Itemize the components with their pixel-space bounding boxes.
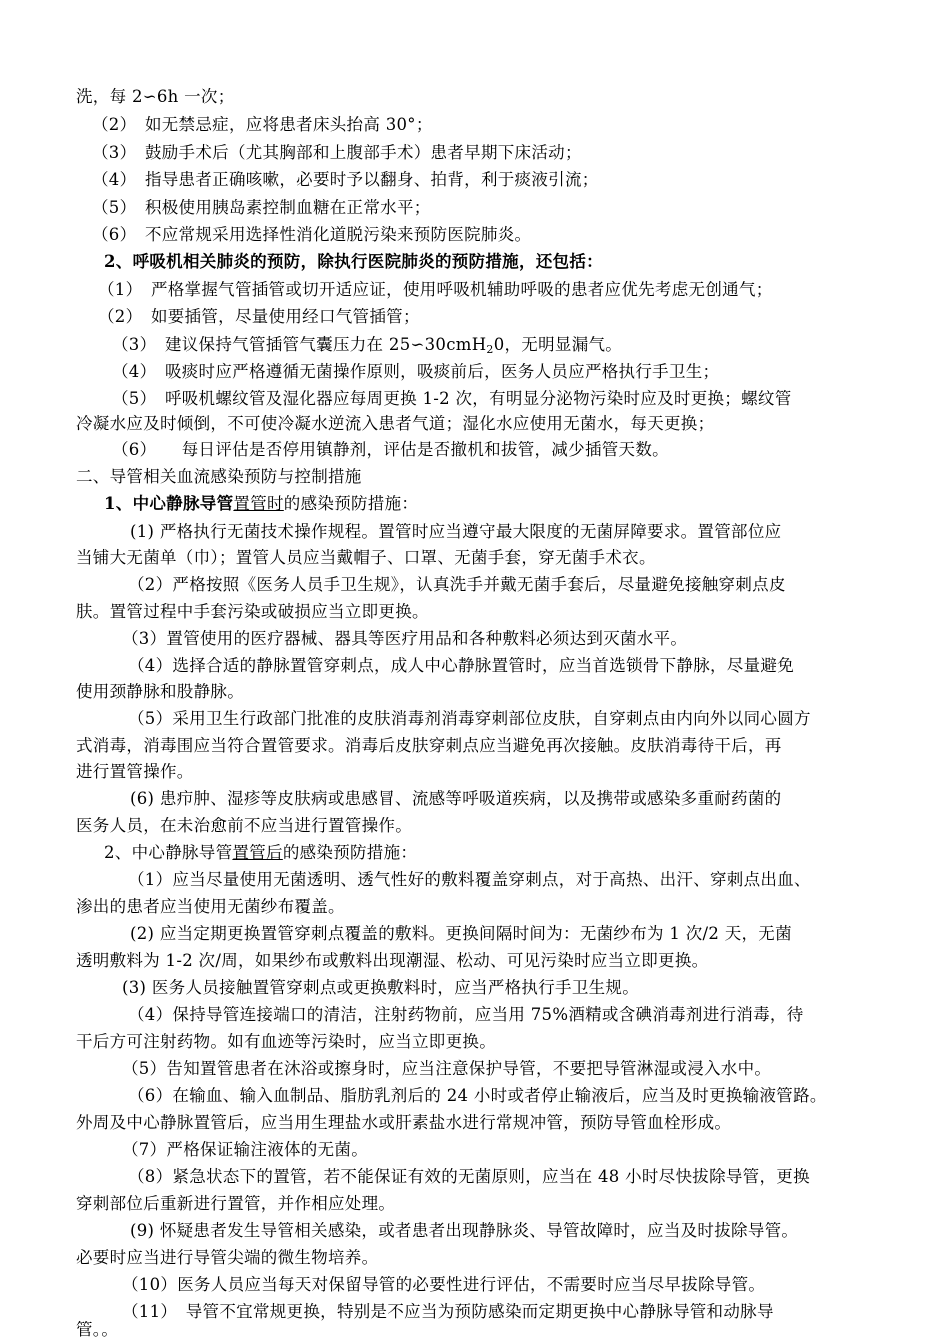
text-line: （7）严格保证输注液体的无菌。 [122, 1140, 368, 1159]
text-line: （1）应当尽量使用无菌透明、透气性好的敷料覆盖穿刺点，对于高热、出汗、穿刺点出血、 [128, 870, 811, 889]
text-line: （5）采用卫生行政部门批准的皮肤消毒剂消毒穿刺部位皮肤，自穿刺点由内向外以同心圆方 [128, 709, 811, 728]
text-line: 透明敷料为 1-2 次/周，如果纱布或敷料出现潮湿、松动、可见污染时应当立即更换。 [76, 951, 709, 970]
text-line: （4）保持导管连接端口的清洁，注射药物前，应当用 75%酒精或含碘消毒剂进行消毒，待 [128, 1005, 804, 1024]
text-line: （3） 建议保持气管插管气囊压力在 25∽30cmH$_2$0，无明显漏气。 [112, 335, 623, 356]
text-line: （4）选择合适的静脉置管穿刺点，成人中心静脉置管时，应当首选锁骨下静脉，尽量避免 [128, 656, 794, 675]
text-line: 医务人员，在未治愈前不应当进行置管操作。 [76, 816, 412, 835]
text-line: （2） 如要插管，尽量使用经口气管插管； [98, 307, 420, 326]
subsection-heading: 2、中心静脉导管置管后的感染预防措施： [104, 843, 418, 862]
text-line: 进行置管操作。 [76, 762, 194, 781]
text-line: 穿刺部位后重新进行置管，并作相应处理。 [76, 1194, 396, 1213]
text-line: 外周及中心静脉置管后，应当用生理盐水或肝素盐水进行常规冲管，预防导管血栓形成。 [76, 1113, 732, 1132]
text-line: 冷凝水应及时倾倒，不可使冷凝水逆流入患者气道；湿化水应使用无菌水，每天更换； [76, 414, 715, 433]
text-line: 式消毒，消毒围应当符合置管要求。消毒后皮肤穿刺点应当避免再次接触。皮肤消毒待干后，再 [76, 736, 782, 755]
text-line: 渗出的患者应当使用无菌纱布覆盖。 [76, 897, 345, 916]
text-line: （6） 不应常规采用选择性消化道脱污染来预防医院肺炎。 [92, 225, 532, 244]
text-line: （10）医务人员应当每天对保留导管的必要性进行评估，不需要时应当尽早拔除导管。 [122, 1275, 766, 1294]
text-line: 当铺大无菌单（巾）；置管人员应当戴帽子、口罩、无菌手套，穿无菌手术衣。 [76, 548, 656, 567]
text-line: 洗，每 2∽6h 一次； [76, 87, 235, 106]
text-line: 干后方可注射药物。如有血迹等污染时，应当立即更换。 [76, 1032, 496, 1051]
text-line: （8）紧急状态下的置管，若不能保证有效的无菌原则，应当在 48 小时尽快拔除导管，更换 [128, 1167, 810, 1186]
text-line: (1) 严格执行无菌技术操作规程。置管时应当遵守最大限度的无菌屏障要求。置管部位应 [130, 522, 782, 541]
text-line: （4） 指导患者正确咳嗽，必要时予以翻身、拍背，利于痰液引流； [92, 170, 599, 189]
text-line: （1） 严格掌握气管插管或切开适应证，使用呼吸机辅助呼吸的患者应优先考虑无创通气； [98, 280, 773, 299]
text-line: 使用颈静脉和股静脉。 [76, 682, 244, 701]
text-line: （2）严格按照《医务人员手卫生规》，认真洗手并戴无菌手套后，尽量避免接触穿刺点皮 [128, 575, 786, 594]
text-line: （4） 吸痰时应严格遵循无菌操作原则，吸痰前后，医务人员应严格执行手卫生； [112, 362, 720, 381]
text-line: （3）置管使用的医疗器械、器具等医疗用品和各种敷料必须达到灭菌水平。 [122, 629, 688, 648]
text-line: 管。。 [76, 1320, 119, 1339]
text-line: （5） 积极使用胰岛素控制血糖在正常水平； [92, 198, 431, 217]
text-line: （5）告知置管患者在沐浴或擦身时，应当注意保护导管，不要把导管淋湿或浸入水中。 [122, 1059, 772, 1078]
text-line: （6） 每日评估是否停用镇静剂，评估是否撤机和拔管，减少插管天数。 [112, 440, 669, 459]
text-line: （2） 如无禁忌症，应将患者床头抬高 30°； [92, 115, 433, 134]
text-line: (6) 患疖肿、湿疹等皮肤病或患感冒、流感等呼吸道疾病，以及携带或感染多重耐药菌的 [130, 789, 782, 808]
text-line: (2) 应当定期更换置管穿刺点覆盖的敷料。更换间隔时间为：无菌纱布为 1 次/2 天，无菌 [130, 924, 792, 943]
section-heading: 二、导管相关血流感染预防与控制措施 [76, 467, 362, 486]
text-line: （6）在输血、输入血制品、脂肪乳剂后的 24 小时或者停止输液后，应当及时更换输液管路。 [128, 1086, 827, 1105]
text-line: 肤。置管过程中手套污染或破损应当立即更换。 [76, 602, 429, 621]
text-line: 必要时应当进行导管尖端的微生物培养。 [76, 1248, 379, 1267]
section-heading: 2、呼吸机相关肺炎的预防，除执行医院肺炎的预防措施，还包括： [104, 252, 603, 271]
text-line: （5） 呼吸机螺纹管及湿化器应每周更换 1-2 次，有明显分泌物污染时应及时更换；螺纹管 [112, 389, 792, 408]
text-line: (3) 医务人员接触置管穿刺点或更换敷料时，应当严格执行手卫生规。 [122, 978, 640, 997]
subsection-heading: 1、中心静脉导管置管时的感染预防措施： [104, 494, 419, 513]
text-line: （3） 鼓励手术后（尤其胸部和上腹部手术）患者早期下床活动； [92, 143, 582, 162]
text-line: （11） 导管不宜常规更换，特别是不应当为预防感染而定期更换中心静脉导管和动脉导 [122, 1302, 774, 1321]
text-line: (9) 怀疑患者发生导管相关感染，或者患者出现静脉炎、导管故障时，应当及时拔除导管。 [130, 1221, 799, 1240]
